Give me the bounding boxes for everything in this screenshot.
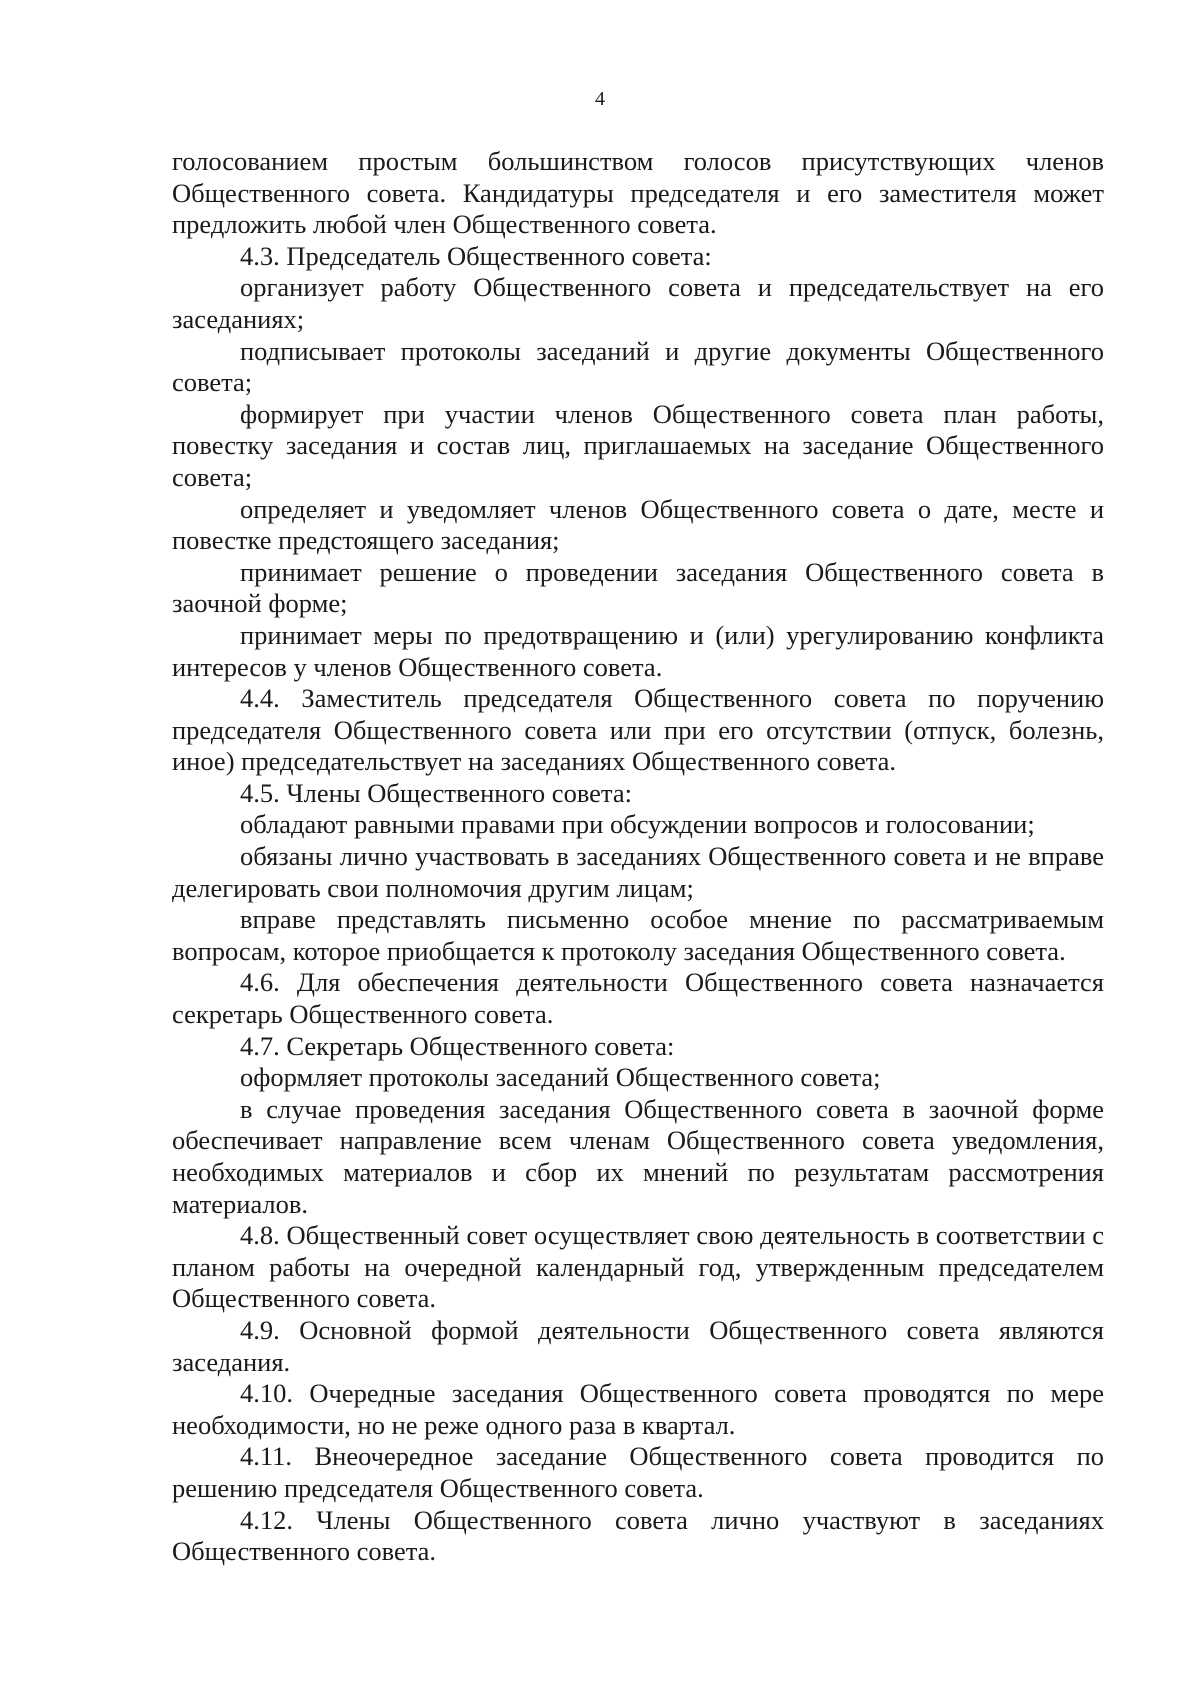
paragraph: 4.11. Внеочередное заседание Общественного совета проводится по решению председателя Общественного совета.: [172, 1441, 1104, 1503]
paragraph: 4.10. Очередные заседания Общественного совета проводятся по мере необходимости, но не реже одного раза в квартал.: [172, 1378, 1104, 1440]
paragraph: обязаны лично участвовать в заседаниях Общественного совета и не вправе делегировать свои полномочия другим лицам;: [172, 841, 1104, 903]
paragraph: организует работу Общественного совета и председательствует на его заседаниях;: [172, 272, 1104, 334]
document-body: [172, 146, 1104, 1568]
paragraph: подписывает протоколы заседаний и другие документы Общественного совета;: [172, 335, 1104, 398]
paragraph: 4.12. Члены Общественного совета лично участвуют в заседаниях Общественного совета.: [172, 1504, 1104, 1567]
paragraph: 4.8. Общественный совет осуществляет свою деятельность в соответствии с планом работы на очередной календарный год, утвержденным председателем Общественного совета.: [172, 1220, 1104, 1314]
paragraph: принимает меры по предотвращению и (или) урегулированию конфликта интересов у членов Общественного совета.: [172, 619, 1104, 682]
paragraph: в случае проведения заседания Общественного совета в заочной форме обеспечивает направление всем членам Общественного совета уведомления, необходимых материалов и сбор их мнений по результатам рассмотрения материалов.: [172, 1093, 1104, 1219]
paragraph: оформляет протоколы заседаний Общественного совета;: [240, 1062, 881, 1093]
page-number: 4: [595, 88, 605, 110]
paragraph: обладают равными правами при обсуждении вопросов и голосовании;: [240, 809, 1035, 840]
paragraph: 4.6. Для обеспечения деятельности Общественного совета назначается секретарь Общественного совета.: [172, 967, 1104, 1030]
paragraph: 4.7. Секретарь Общественного совета:: [240, 1030, 675, 1061]
paragraph: 4.9. Основной формой деятельности Общественного совета являются заседания.: [172, 1314, 1104, 1377]
paragraph: принимает решение о проведении заседания Общественного совета в заочной форме;: [172, 556, 1104, 619]
paragraph: определяет и уведомляет членов Общественного совета о дате, месте и повестке предстоящего заседания;: [172, 493, 1104, 556]
paragraph: голосованием простым большинством голосов присутствующих членов Общественного совета. Кандидатуры председателя и его заместителя может предложить любой член Общественного совета.: [172, 146, 1104, 240]
paragraph: вправе представлять письменно особое мнение по рассматриваемым вопросам, которое приобщается к протоколу заседания Общественного совета.: [172, 904, 1104, 966]
paragraph: формирует при участии членов Общественного совета план работы, повестку заседания и состав лиц, приглашаемых на заседание Общественного совета;: [172, 398, 1104, 492]
paragraph: 4.3. Председатель Общественного совета:: [240, 240, 712, 271]
paragraph: 4.5. Члены Общественного совета:: [240, 777, 632, 808]
paragraph: 4.4. Заместитель председателя Общественного совета по поручению председателя Общественного совета или при его отсутствии (отпуск, болезнь, иное) председательствует на заседаниях Общественного совета.: [172, 683, 1104, 777]
